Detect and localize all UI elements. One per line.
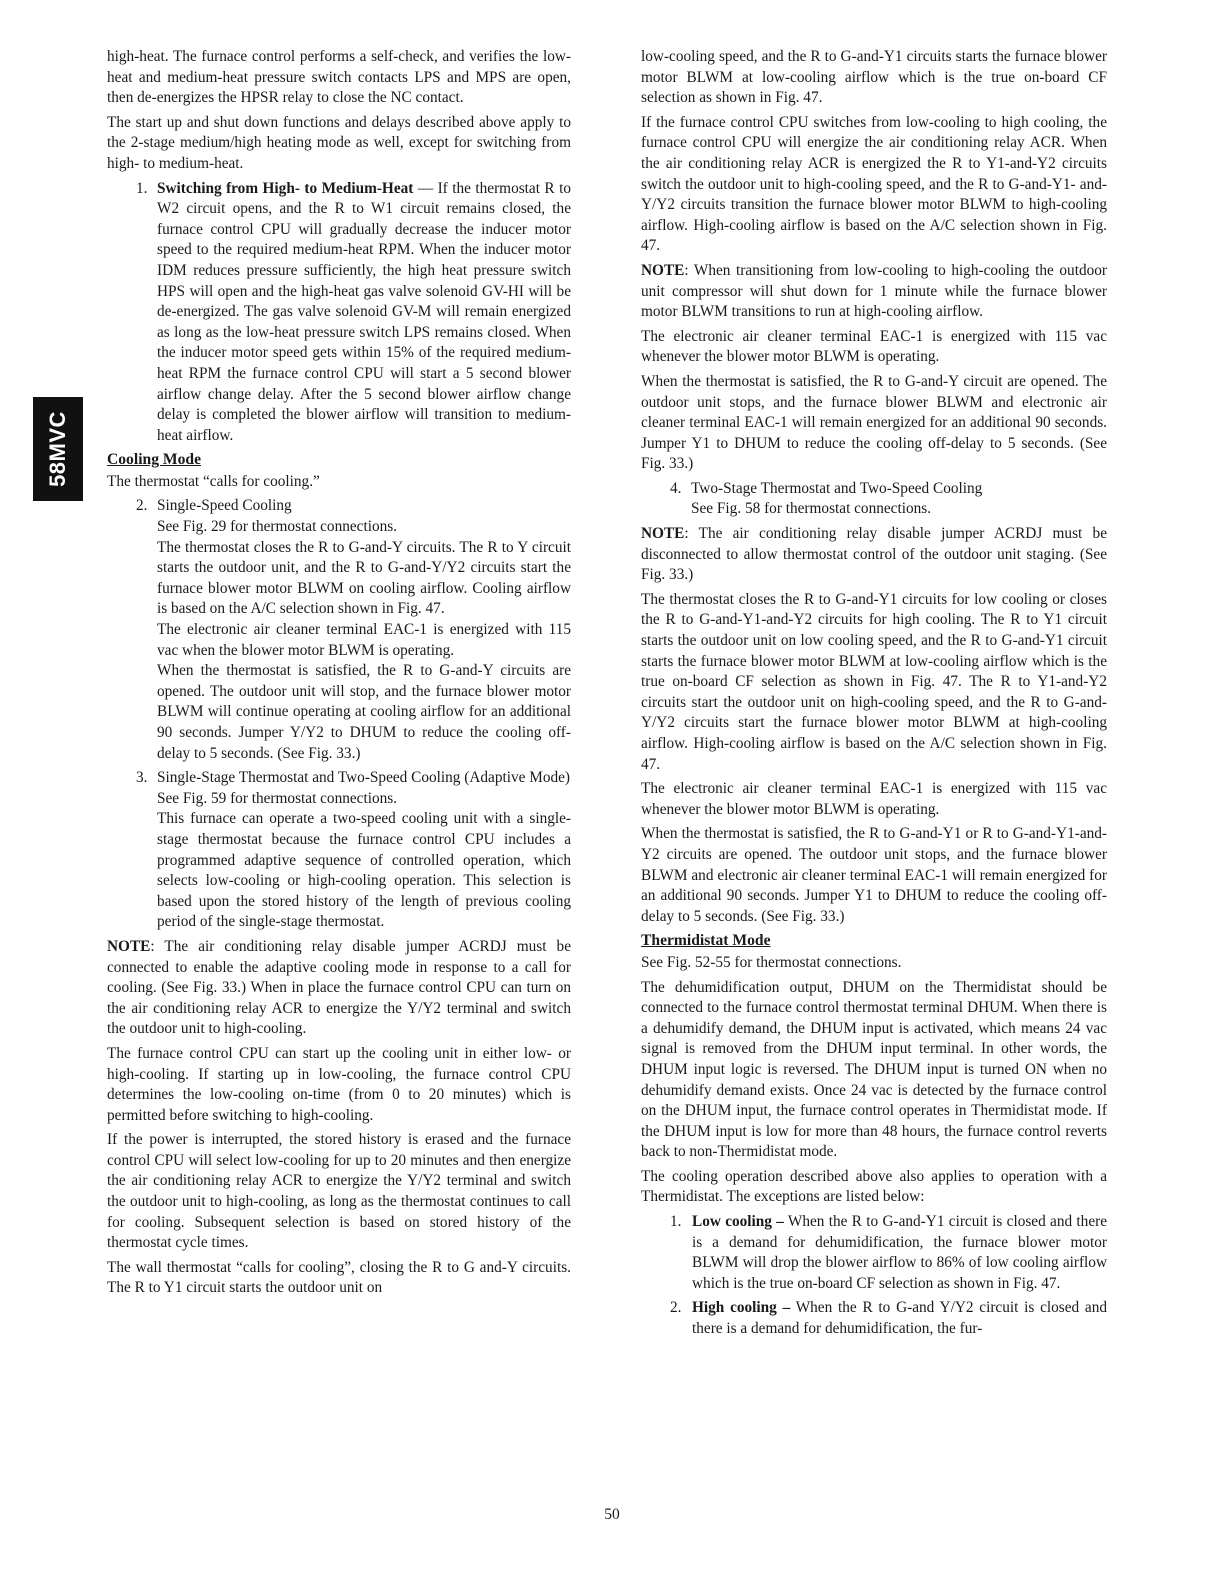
note-paragraph [107, 937, 571, 1040]
list-item-body: The thermostat closes the R to G-and-Y circuits. The R to Y circuit starts the outdoor unit, and the R to G-and-Y/Y2 circuits start the furnace blower motor BLWM on cooling airflow. Cooling airflow is based on the A/C selection shown in Fig. 47. [157, 538, 571, 618]
list-number: 4. [670, 479, 682, 497]
list-number: 3. [136, 769, 148, 787]
note-label: NOTE [641, 261, 685, 279]
paragraph: If the power is interrupted, the stored history is erased and the furnace control CPU will select low-cooling for up to 20 minutes and then energize the air conditioning relay ACR to energize the Y/Y2 terminal and switch the outdoor unit to high-cooling, as long as the thermostat continues to call for cooling. Subsequent selection is based on stored history of the thermostat cycle times. [107, 1131, 571, 1252]
right-column [641, 47, 1107, 1344]
paragraph: If the furnace control CPU switches from low-cooling to high cooling, the furnace control CPU will energize the air conditioning relay ACR. When the air conditioning relay ACR is energized the R to Y1-and-Y2 circuits switch the outdoor unit to high-cooling speed, and the R to G-and-Y1- and-Y/Y2 circuits transition the furnace blower motor BLWM to high-cooling airflow. High-cooling airflow is based on the A/C selection shown in Fig. 47. [641, 113, 1107, 255]
list-item-body: When the R to G-and Y/Y2 circuit is closed and there is a demand for dehumidification, the fur- [692, 1299, 1108, 1338]
note-text: : The air conditioning relay disable jumper ACRDJ must be disconnected to allow thermostat control of the outdoor unit staging. (See Fig. 33.) [641, 525, 1107, 584]
list-item-title: High cooling – [692, 1299, 791, 1317]
note-paragraph [641, 261, 1107, 323]
list-number: 2. [670, 1299, 682, 1317]
list-item-body: The electronic air cleaner terminal EAC-1 is energized with 115 vac when the blower motor BLWM is operating. [157, 621, 571, 659]
note-paragraph [641, 524, 1107, 586]
note-label: NOTE [641, 525, 685, 543]
paragraph: The thermostat closes the R to G-and-Y1 circuits for low cooling or closes the R to G-and-Y1-and-Y2 circuits for high cooling. The R to Y1 circuit starts the outdoor unit on low cooling speed, and the R to G-and-Y1 circuit starts the furnace blower motor BLWM at low-cooling airflow which is the true on-board CF selection as shown in Fig. 47. The R to Y1-and-Y2 circuits start the outdoor unit on high-cooling speed, and the R to G-and-Y/Y2 circuits start the furnace blower motor BLWM at high-cooling airflow. High-cooling airflow is based on the A/C selection shown in Fig. 47. [641, 590, 1107, 773]
page-number: 50 [604, 1506, 620, 1523]
list-item [641, 479, 1107, 520]
list-item-title: Single-Speed Cooling [157, 497, 292, 515]
paragraph: The electronic air cleaner terminal EAC-1 is energized with 115 vac whenever the blower motor BLWM is operating. [641, 327, 1107, 366]
paragraph: The wall thermostat “calls for cooling”, closing the R to G and-Y circuits. The R to Y1 circuit starts the outdoor unit on [107, 1258, 571, 1297]
note-label: NOTE [107, 937, 151, 955]
paragraph: low-cooling speed, and the R to G-and-Y1 circuits starts the furnace blower motor BLWM at low-cooling airflow which is the true on-board CF selection as shown in Fig. 47. [641, 48, 1107, 107]
side-tab [33, 397, 83, 501]
list-item-title: Two-Stage Thermostat and Two-Speed Cooling [691, 479, 983, 497]
paragraph: The start up and shut down functions and delays described above apply to the 2-stage medium/high heating mode as well, except for switching from high- to medium-heat. [107, 113, 571, 172]
paragraph: The electronic air cleaner terminal EAC-1 is energized with 115 vac whenever the blower motor BLWM is operating. [641, 780, 1107, 818]
paragraph: high-heat. The furnace control performs a self-check, and verifies the low-heat and medium-heat pressure switch contacts LPS and MPS are open, then de-energizes the HPSR relay to close the NC contact. [107, 48, 571, 107]
list-item-see: See Fig. 29 for thermostat connections. [157, 518, 398, 536]
list-item [641, 1298, 1107, 1339]
list-item-body: — If the thermostat R to W2 circuit opens, and the R to W1 circuit remains closed, the furnace control CPU will gradually decrease the inducer motor speed to the required medium-heat RPM. When the inducer motor IDM reduces pressure sufficiently, the high heat pressure switch HPS will open and the high-heat gas valve solenoid GV-HI will be de-energized. The gas valve solenoid GV-M will remain energized as long as the low-heat pressure switch LPS remains closed. When the inducer motor speed gets within 15% of the required medium-heat RPM the furnace control CPU will start a 5 second blower airflow change delay. After the 5 second blower airflow change delay is completed the blower airflow will transition to medium-heat airflow. [157, 179, 571, 444]
paragraph: The furnace control CPU can start up the cooling unit in either low- or high-cooling. If starting up in low-cooling, the furnace control CPU determines the low-cooling on-time (from 0 to 20 minutes) which is permitted before switching to high-cooling. [107, 1044, 571, 1124]
paragraph: See Fig. 52-55 for thermostat connections. [641, 953, 902, 971]
left-column [107, 47, 571, 1303]
section-heading-thermidistat: Thermidistat Mode [641, 932, 771, 950]
paragraph: The dehumidification output, DHUM on the Thermidistat should be connected to the furnace control thermostat terminal DHUM. When there is a dehumidify demand, the DHUM input is activated, which means 24 vac signal is removed from the DHUM input terminal. In other words, the DHUM input logic is reversed. The DHUM input is turned ON when no dehumidify demand exists. Once 24 vac is detected by the furnace control on the DHUM input, the furnace control operates in Thermidistat mode. If the DHUM input is low for more than 48 hours, the furnace control reverts back to non-Thermidistat mode. [641, 978, 1107, 1161]
paragraph: The cooling operation described above also applies to operation with a Thermidistat. The exceptions are listed below: [641, 1167, 1107, 1206]
paragraph: When the thermostat is satisfied, the R to G-and-Y1 or R to G-and-Y1-and-Y2 circuits are opened. The outdoor unit stops, and the furnace blower BLWM and electronic air cleaner terminal EAC-1 will remain energized for an additional 90 seconds. Jumper Y1 to DHUM to reduce the cooling off-delay to 5 seconds. (See Fig. 33.) [641, 825, 1107, 925]
note-text: : When transitioning from low-cooling to high-cooling the outdoor unit compressor will shut down for 1 minute while the furnace blower motor BLWM transitions to run at high-cooling airflow. [641, 261, 1107, 321]
list-item [107, 496, 571, 764]
list-number: 1. [670, 1213, 682, 1231]
side-tab-label: 58MVC [45, 411, 71, 487]
list-item-body: When the thermostat is satisfied, the R to G-and-Y circuits are opened. The outdoor unit will stop, and the furnace blower motor BLWM will continue operating at cooling airflow for an additional 90 seconds. Jumper Y/Y2 to DHUM to reduce the cooling off-delay to 5 seconds. (See Fig. 33.) [157, 662, 571, 762]
list-item-see: See Fig. 58 for thermostat connections. [691, 500, 932, 518]
list-number: 2. [136, 497, 148, 515]
list-item-title: Single-Stage Thermostat and Two-Speed Cooling (Adaptive Mode) [157, 769, 571, 787]
note-text: : The air conditioning relay disable jumper ACRDJ must be connected to enable the adaptive cooling mode in response to a call for cooling. (See Fig. 33.) When in place the furnace control CPU can turn on the air conditioning relay ACR to energize the Y/Y2 terminal and switch the outdoor unit to high-cooling. [107, 937, 571, 1038]
list-item-see: See Fig. 59 for thermostat connections. [157, 789, 398, 807]
paragraph: The thermostat “calls for cooling.” [107, 472, 320, 490]
section-heading-cooling: Cooling Mode [107, 451, 201, 469]
list-item-title: Low cooling – [692, 1213, 784, 1231]
list-item-body: When the R to G-and-Y1 circuit is closed and there is a demand for dehumidification, the furnace blower motor BLWM will drop the blower airflow to 86% of low cooling airflow which is the true on-board CF selection as shown in Fig. 47. [692, 1213, 1108, 1292]
list-item [107, 179, 571, 447]
list-item [641, 1212, 1107, 1294]
list-item-title: Switching from High- to Medium-Heat [157, 179, 414, 197]
list-number: 1. [136, 179, 148, 197]
list-item [107, 768, 571, 933]
paragraph: When the thermostat is satisfied, the R to G-and-Y circuit are opened. The outdoor unit stops, and the furnace blower BLWM and electronic air cleaner terminal EAC-1 will remain energized for an additional 90 seconds. Jumper Y1 to DHUM to reduce the cooling off-delay to 5 seconds. (See Fig. 33.) [641, 372, 1107, 473]
list-item-body: This furnace can operate a two-speed cooling unit with a single-stage thermostat because the furnace control CPU includes a programmed adaptive sequence of controlled operation, which selects low-cooling or high-cooling operation. This selection is based upon the stored history of the length of previous cooling period of the single-stage thermostat. [157, 810, 571, 931]
